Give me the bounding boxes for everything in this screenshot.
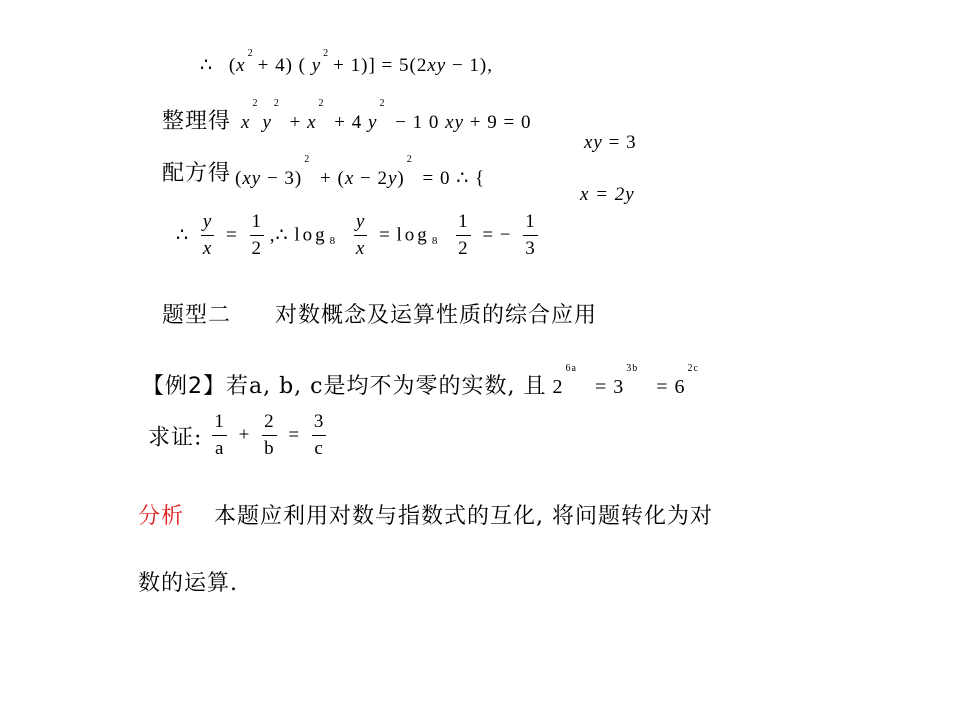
prove-equation: $\frac{1}{a}$ + $\frac{2}{b}$ = $\frac{3}{c}$ xyxy=(214,411,325,459)
analysis-label: 分析 xyxy=(138,504,185,529)
section-label: 题型二 xyxy=(162,303,232,328)
example-2 xyxy=(142,363,703,400)
fraction-one-half: $\frac{1}{2}$ xyxy=(458,211,469,259)
analysis-line-2 xyxy=(138,566,238,597)
analysis-line-1 xyxy=(138,499,713,530)
prove-statement xyxy=(148,412,332,459)
equation-line-4: ∴ $\frac{y}{x}$ = $\frac{1}{2}$ ,∴ log $_8$ $\frac{y}{x}$ = log $_8$ $\frac{1}{2}$ = − $\frac{1}{3}$ xyxy=(176,211,536,259)
system-equation-2: x = 2y xyxy=(580,184,635,205)
fraction-2-over-b: $\frac{2}{b}$ xyxy=(264,411,275,459)
equation-line-2 xyxy=(162,98,532,135)
section-heading: 对数概念及运算性质的综合应用 xyxy=(275,303,598,328)
prove-label: 求证: xyxy=(148,425,203,451)
fraction-3-over-c: $\frac{3}{c}$ xyxy=(313,411,325,459)
example-label: 【例2】 xyxy=(142,374,226,399)
equation-line-3 xyxy=(162,156,485,187)
expression: $(xy - 3)^2 + (x - 2y)^2 = 0$ ∴ { xyxy=(235,154,486,189)
system-equation-1: xy = 3 xyxy=(584,132,637,153)
therefore-symbol: ∴ xyxy=(200,55,214,76)
analysis-text-continued: 数的运算. xyxy=(138,571,238,596)
expression: $x^2y^2 + x^2 + 4$ $y^2 - 1$ 0 xy + 9 = 0 xyxy=(241,98,532,133)
section-title xyxy=(162,298,597,329)
step-label-simplify: 整理得 xyxy=(162,109,232,134)
fraction-1-over-a: $\frac{1}{a}$ xyxy=(214,411,225,459)
fraction-one-third: $\frac{1}{3}$ xyxy=(525,211,536,259)
example-text: 若a, b, c是均不为零的实数, 且 xyxy=(226,374,547,399)
step-label-complete-square: 配方得 xyxy=(162,161,232,186)
fraction-y-over-x: $\frac{y}{x}$ xyxy=(355,211,366,259)
analysis-text: 本题应利用对数与指数式的互化, 将问题转化为对 xyxy=(214,504,714,529)
fraction-one-half: $\frac{1}{2}$ xyxy=(251,211,262,259)
fraction-y-over-x: $\frac{y}{x}$ xyxy=(202,211,213,259)
equation-line-1: ∴ $(x^2+ 4)$ ( $y^2+ 1)] = 5(2xy - 1)$, xyxy=(200,48,494,76)
example-equation: $2^{6a} = 3^{3b} = 6^{2c}$ xyxy=(552,363,699,398)
